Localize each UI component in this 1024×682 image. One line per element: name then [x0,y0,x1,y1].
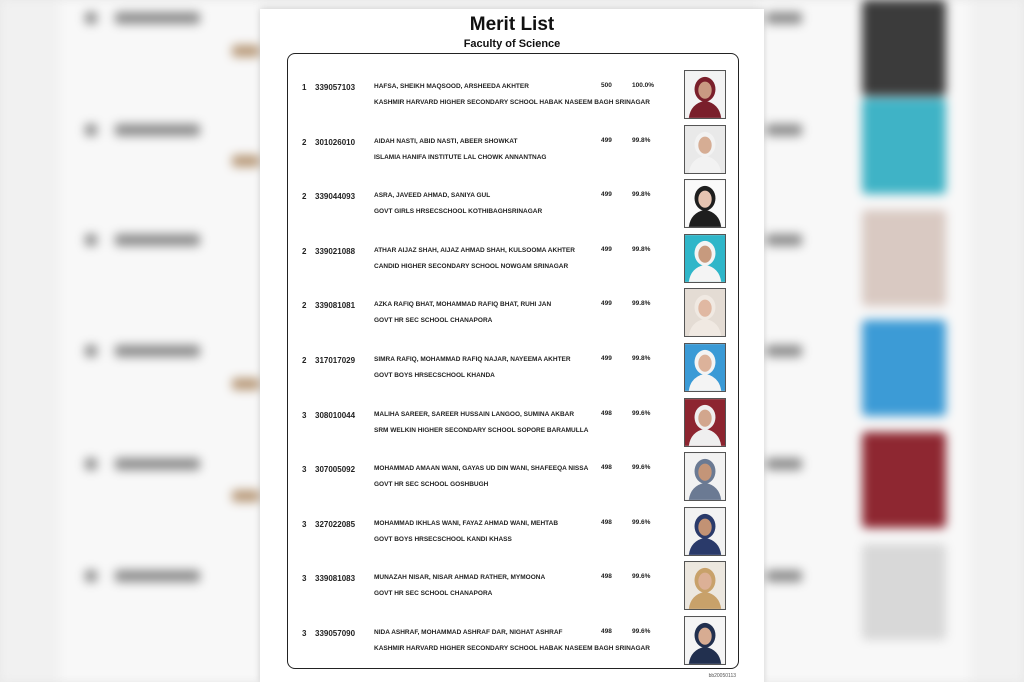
merit-row [288,502,738,557]
percentage-cell: 99.6% [632,409,651,417]
blurred-row [85,12,97,24]
blurred-photo [862,0,946,96]
blurred-row [85,345,97,357]
merit-row [288,447,738,502]
rank-cell: 2 [302,192,307,202]
merit-row [288,283,738,338]
percentage-cell: 99.6% [632,518,651,526]
roll-number-cell: 317017029 [315,356,356,365]
marks-cell: 498 [601,628,612,635]
candidate-names-cell: ATHAR AIJAZ SHAH, AIJAZ AHMAD SHAH, KULSOOMA AKHTER [374,246,575,254]
candidate-names-cell: AIDAH NASTI, ABID NASTI, ABEER SHOWKAT [374,137,518,145]
percentage-cell: 99.8% [632,191,651,199]
school-name-cell: GOVT HR SEC SCHOOL CHANAPORA [374,317,493,325]
student-photo [684,70,726,119]
blurred-row [766,345,802,357]
candidate-names-cell: NIDA ASHRAF, MOHAMMAD ASHRAF DAR, NIGHAT ASHRAF [374,629,563,636]
school-name-cell: GOVT GIRLS HRSECSCHOOL KOTHIBAGHSRINAGAR [374,208,543,216]
blurred-photo [862,320,946,416]
merit-row [288,65,738,120]
merit-list-document [260,9,764,682]
blurred-photo [862,432,946,528]
school-name-cell: GOVT BOYS HRSECSCHOOL KANDI KHASS [374,535,512,543]
marks-cell: 498 [601,573,612,581]
blurred-photo [862,544,946,640]
rank-cell: 3 [302,519,307,529]
merit-row [288,393,738,448]
candidate-names-cell: ASRA, JAVEED AHMAD, SANIYA GUL [374,192,491,200]
blurred-row [766,124,802,136]
roll-number-cell: 339044093 [315,192,356,202]
rank-cell: 2 [302,137,307,147]
percentage-cell: 99.6% [632,573,651,581]
student-photo [684,288,726,337]
rank-cell: 3 [302,629,307,638]
student-photo [684,452,726,501]
blurred-row [232,490,260,502]
candidate-names-cell: MOHAMMAD AMAAN WANI, GAYAS UD DIN WANI, SHAFEEQA NISSA [374,465,589,473]
marks-cell: 499 [601,245,612,253]
roll-number-cell: 339057103 [315,83,356,92]
merit-row [288,229,738,284]
percentage-cell: 99.8% [632,355,651,362]
student-photo [684,343,726,392]
roll-number-cell: 307005092 [315,465,356,475]
blurred-row [85,124,97,136]
portrait-icon [685,344,725,391]
blurred-row [115,570,200,582]
portrait-icon [685,508,725,555]
rank-cell: 1 [302,83,307,92]
school-name-cell: CANDID HIGHER SECONDARY SCHOOL NOWGAM SRINAGAR [374,262,569,270]
blurred-photo [862,98,946,194]
student-photo [684,179,726,228]
merit-row [288,120,738,175]
percentage-cell: 99.8% [632,136,651,144]
blurred-row [766,570,802,582]
blurred-photo [862,210,946,306]
roll-number-cell: 339081083 [315,574,356,584]
candidate-names-cell: SIMRA RAFIQ, MOHAMMAD RAFIQ NAJAR, NAYEEMA AKHTER [374,356,571,363]
school-name-cell: KASHMIR HARVARD HIGHER SECONDARY SCHOOL HABAK NASEEM BAGH SRINAGAR [374,99,650,106]
student-photo [684,234,726,283]
student-photo [684,125,726,174]
student-photo [684,561,726,610]
portrait-icon [685,617,725,664]
blurred-row [85,570,97,582]
blurred-row [85,458,97,470]
rank-cell: 3 [302,410,307,420]
marks-cell: 498 [601,409,612,417]
blurred-row [232,45,260,57]
portrait-icon [685,126,725,173]
marks-cell: 499 [601,300,612,308]
rank-cell: 3 [302,574,307,584]
merit-row [288,556,738,611]
percentage-cell: 99.6% [632,628,651,635]
blurred-row [766,12,802,24]
document-title: Merit List [469,14,555,35]
blurred-row [766,458,802,470]
blurred-row [85,234,97,246]
percentage-cell: 99.8% [632,300,651,308]
portrait-icon [685,399,725,446]
blurred-row [115,234,200,246]
student-photo [684,616,726,665]
blurred-row [232,378,260,390]
roll-number-cell: 339021088 [315,246,356,256]
rank-cell: 3 [302,465,307,475]
student-photo [684,398,726,447]
merit-table [287,53,739,669]
portrait-icon [685,180,725,227]
document-subtitle: Faculty of Science [463,38,561,50]
roll-number-cell: 301026010 [315,137,356,147]
candidate-names-cell: HAFSA, SHEIKH MAQSOOD, ARSHEEDA AKHTER [374,83,529,90]
merit-row [288,174,738,229]
school-name-cell: KASHMIR HARVARD HIGHER SECONDARY SCHOOL HABAK NASEEM BAGH SRINAGAR [374,645,650,652]
merit-row [288,338,738,393]
marks-cell: 499 [601,355,612,362]
candidate-names-cell: MUNAZAH NISAR, NISAR AHMAD RATHER, MYMOONA [374,574,546,582]
student-photo [684,507,726,556]
marks-cell: 499 [601,136,612,144]
percentage-cell: 100.0% [632,82,655,89]
blurred-row [766,234,802,246]
marks-cell: 498 [601,464,612,472]
candidate-names-cell: AZKA RAFIQ BHAT, MOHAMMAD RAFIQ BHAT, RUHI JAN [374,301,552,309]
portrait-icon [685,235,725,282]
rank-cell: 2 [302,246,307,256]
roll-number-cell: 308010044 [315,410,356,420]
blurred-row [232,155,260,167]
blurred-row [115,124,200,136]
rank-cell: 2 [302,356,307,365]
rank-cell: 2 [302,301,307,311]
school-name-cell: SRM WELKIN HIGHER SECONDARY SCHOOL SOPORE BARAMULLA [374,426,589,434]
merit-row [288,611,738,666]
percentage-cell: 99.8% [632,245,651,253]
roll-number-cell: 339081081 [315,301,356,311]
roll-number-cell: 327022085 [315,519,356,529]
school-name-cell: GOVT BOYS HRSECSCHOOL KHANDA [374,372,495,379]
footer-code: bb20050113 [708,673,736,679]
school-name-cell: ISLAMIA HANIFA INSTITUTE LAL CHOWK ANNANTNAG [374,153,547,161]
portrait-icon [685,71,725,118]
portrait-icon [685,562,725,609]
percentage-cell: 99.6% [632,464,651,472]
portrait-icon [685,453,725,500]
candidate-names-cell: MALIHA SAREER, SAREER HUSSAIN LANGOO, SUMINA AKBAR [374,410,575,418]
marks-cell: 498 [601,518,612,526]
candidate-names-cell: MOHAMMAD IKHLAS WANI, FAYAZ AHMAD WANI, MEHTAB [374,519,559,527]
marks-cell: 500 [601,82,612,89]
blurred-row [115,345,200,357]
blurred-row [115,12,200,24]
school-name-cell: GOVT HR SEC SCHOOL GOSHBUGH [374,481,489,489]
school-name-cell: GOVT HR SEC SCHOOL CHANAPORA [374,590,493,598]
roll-number-cell: 339057090 [315,629,356,638]
portrait-icon [685,289,725,336]
marks-cell: 499 [601,191,612,199]
blurred-row [115,458,200,470]
